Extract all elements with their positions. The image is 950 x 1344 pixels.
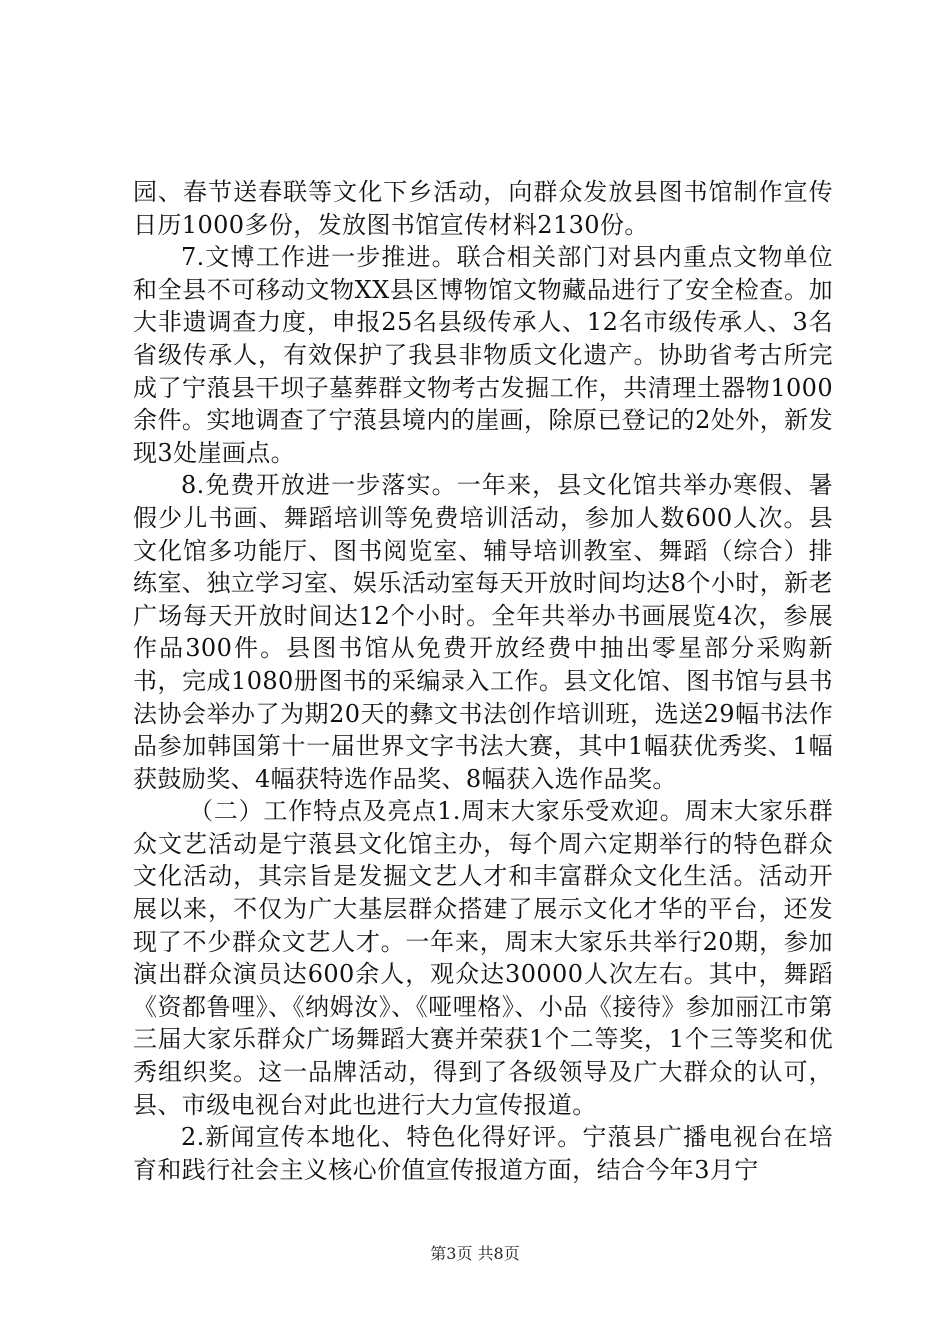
paragraph-item-2: 2.新闻宣传本地化、特色化得好评。宁蒗县广播电视台在培育和践行社会主义核心价值宣传报道方面，结合今年3月宁 <box>133 1123 833 1184</box>
paragraph-item-8: 8.免费开放进一步落实。一年来，县文化馆共举办寒假、暑假少儿书画、舞蹈培训等免费培训活动，参加人数600人次。县文化馆多功能厅、图书阅览室、辅导培训教室、舞蹈（综合）排练室、独立学习室、娱乐活动室每天开放时间均达8个小时，新老广场每天开放时间达12个小时。全年共举办书画展览4次，参展作品300件。县图书馆从免费开放经费中抽出零星部分采购新书，完成1080册图书的采编录入工作。县文化馆、图书馆与县书法协会举办了为期20天的彝文书法创作培训班，选送29幅书法作品参加韩国第十一届世界文字书法大赛，其中1幅获优秀奖、1幅获鼓励奖、4幅获特选作品奖、8幅获入选作品奖。 <box>133 471 833 793</box>
paragraph-section-2: （二）工作特点及亮点1.周末大家乐受欢迎。周末大家乐群众文艺活动是宁蒗县文化馆主办，每个周六定期举行的特色群众文化活动，其宗旨是发掘文艺人才和丰富群众文化生活。活动开展以来，不仅为广大基层群众搭建了展示文化才华的平台，还发现了不少群众文艺人才。一年来，周末大家乐共举行20期，参加演出群众演员达600余人，观众达30000人次左右。其中，舞蹈《资都鲁哩》、《纳姆汝》、《哑哩格》、小品《接待》参加丽江市第三届大家乐群众广场舞蹈大赛并荣获1个二等奖，1个三等奖和优秀组织奖。这一品牌活动，得到了各级领导及广大群众的认可，县、市级电视台对此也进行大力宣传报道。 <box>133 797 833 1119</box>
page-footer: 第3页 共8页 <box>430 1244 520 1263</box>
document-body <box>133 176 833 1186</box>
paragraph-item-7: 7.文博工作进一步推进。联合相关部门对县内重点文物单位和全县不可移动文物XX县区博物馆文物藏品进行了安全检查。加大非遗调查力度，申报25名县级传承人、12名市级传承人、3名省级传承人，有效保护了我县非物质文化遗产。协助省考古所完成了宁蒗县干坝子墓葬群文物考古发掘工作，共清理土器物1000余件。实地调查了宁蒗县境内的崖画，除原已登记的2处外，新发现3处崖画点。 <box>133 243 833 467</box>
paragraph-continuation: 园、春节送春联等文化下乡活动，向群众发放县图书馆制作宣传日历1000多份，发放图书馆宣传材料2130份。 <box>133 178 833 239</box>
